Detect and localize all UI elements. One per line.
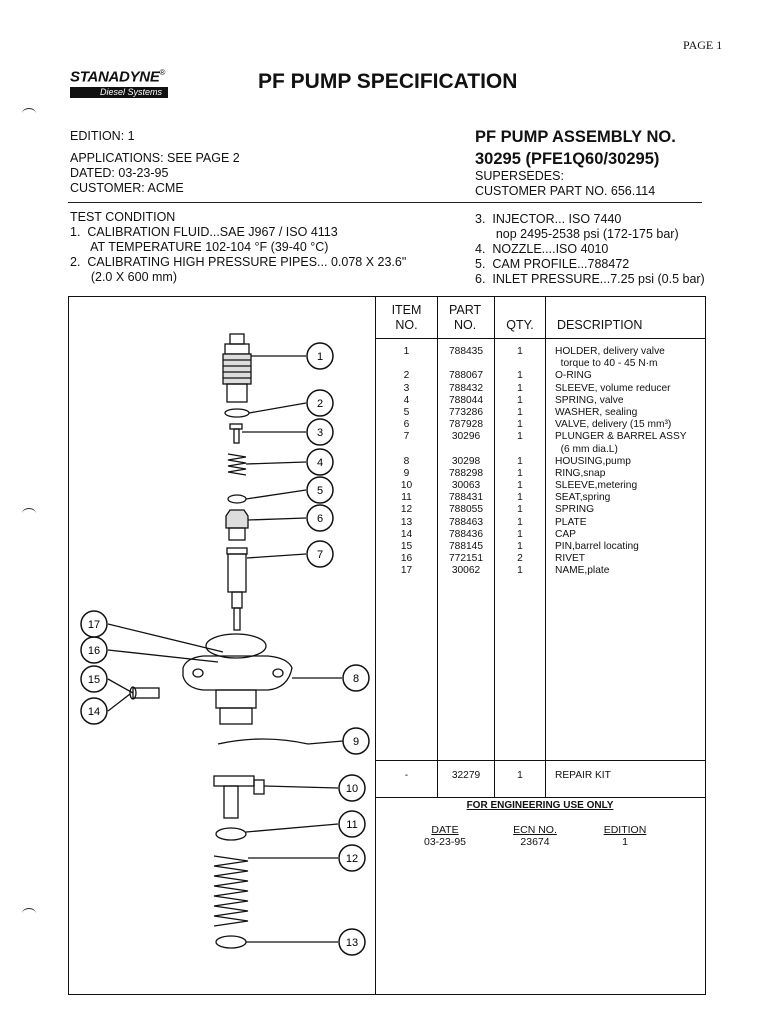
table-row [376,565,704,577]
table-cell-part: 788298 [449,467,483,479]
callout-number: 14 [87,706,101,718]
page-label: PAGE 1 [683,38,723,52]
table-cell-part: 787928 [449,419,483,431]
table-cell-part: 30296 [451,431,481,443]
assembly-number: 30295 (PFE1Q60/30295) [475,150,660,168]
table-cell-part: 788432 [449,382,483,394]
valve-spring [228,454,246,475]
table-cell-desc: HOUSING,pump [555,455,631,467]
o-ring [225,409,249,417]
metering-sleeve [214,776,264,818]
logo-brand: STANADYNE [70,68,160,86]
table-cell-desc: PLUNGER & BARREL ASSY [555,431,687,443]
punch-hole [22,508,36,519]
test-condition-heading: TEST CONDITION [70,210,176,224]
table-cell-qty: 1 [517,406,523,418]
table-cell-desc: SPRING [555,504,595,516]
customer: CUSTOMER: ACME [70,181,184,195]
table-cell-qty: 1 [517,492,523,504]
table-cell-item: 1 [403,346,410,357]
table-row [376,407,704,419]
col-header-text: NO. [395,318,418,332]
table-cell-part: 788067 [449,370,483,382]
table-cell-part: 788044 [449,394,483,406]
test-line: 3. INJECTOR... ISO 7440 [475,212,622,226]
col-header-text: PART [449,303,482,317]
spring [214,856,248,926]
repair-kit-part: 32279 [451,770,481,781]
table-cell-qty: 1 [517,541,523,552]
table-cell-desc: torque to 40 - 45 N·m [555,358,658,370]
table-cell-item: 16 [400,553,413,565]
table-cell-qty: 1 [517,419,523,431]
callout-number: 6 [316,513,324,525]
table-cell-part: 788055 [449,504,483,516]
exploded-pump-diagram [68,296,375,993]
table-cell-qty: 2 [517,553,523,565]
sealing-washer [228,495,246,503]
test-line: (2.0 X 600 mm) [70,270,177,284]
assembly-heading: PF PUMP ASSEMBLY NO. [475,128,676,146]
pump-housing [183,634,292,724]
callout-number: 17 [87,619,101,631]
eng-date [410,824,480,848]
table-cell-desc: VALVE, delivery (15 mm³) [555,419,672,431]
page-title: PF PUMP SPECIFICATION [258,70,518,93]
table-cell-qty: 1 [517,480,523,492]
table-cell-part: 772151 [449,553,483,565]
table-cell-part: 30063 [451,480,481,492]
table-cell-item: 8 [403,455,410,467]
eng-edition-label: EDITION [603,824,647,836]
table-line [375,760,705,761]
table-cell-part: 788435 [449,346,483,357]
test-line: 5. CAM PROFILE...788472 [475,257,630,271]
test-line: 4. NOZZLE....ISO 4010 [475,242,609,256]
divider [68,202,702,203]
table-cell-qty: 1 [517,346,523,357]
table-cell-desc: CAP [555,528,576,540]
repair-kit-desc: REPAIR KIT [555,770,611,781]
engineering-heading: FOR ENGINEERING USE ONLY [466,800,614,811]
test-line: 1. CALIBRATION FLUID...SAE J967 / ISO 4113 [70,225,338,239]
table-row [376,444,704,456]
table-cell-item: 3 [403,382,410,394]
callout-number: 4 [316,457,324,469]
delivery-valve-holder [223,334,251,402]
table-row [376,395,704,407]
eng-date-value: 03-23-95 [423,836,467,848]
barrel-locating-pin [130,687,159,699]
callout-number: 11 [346,819,358,831]
col-header-qty: QTY. [506,318,534,332]
table-cell-desc: RIVET [555,553,586,565]
col-header-part [449,303,481,333]
eng-date-label: DATE [431,824,459,836]
test-line: 6. INLET PRESSURE...7.25 psi (0.5 bar) [475,272,705,286]
table-cell-desc: RING,snap [555,467,606,479]
table-cell-desc: O-RING [555,370,592,382]
table-line [375,797,705,798]
table-cell-part: 30298 [451,455,481,467]
dated: DATED: 03-23-95 [70,166,169,180]
edition: EDITION: 1 [70,129,135,143]
table-row [376,383,704,395]
test-line: 2. CALIBRATING HIGH PRESSURE PIPES... 0.078 X 23.6" [70,255,407,269]
repair-kit-qty: 1 [517,770,523,781]
table-cell-item: 5 [403,406,410,418]
table-cell-qty: 1 [517,431,523,443]
table-row [376,529,704,541]
table-cell-item: 4 [403,394,410,406]
test-line: AT TEMPERATURE 102-104 °F (39-40 °C) [70,240,329,254]
table-cell-item: 12 [400,504,413,516]
table-cell-desc: SEAT,spring [555,492,611,504]
table-cell-desc: NAME,plate [555,565,610,577]
col-header-item [376,303,437,333]
callout-number: 13 [345,937,359,949]
table-cell-item: 2 [403,370,410,382]
table-row [376,517,704,529]
table-cell-part: 788431 [449,492,483,504]
table-cell-item: 15 [400,541,413,552]
eng-edition-value: 1 [622,836,628,848]
table-cell-item: 11 [401,492,412,504]
parts-table-body [376,346,704,578]
table-cell-desc: (6 mm dia.L) [555,443,618,455]
table-cell-qty: 1 [517,504,523,516]
repair-kit-item: - [404,770,409,781]
table-cell-qty: 1 [517,565,523,577]
table-row [376,468,704,480]
logo-sub: Diesel Systems [70,87,168,98]
table-row [376,492,704,504]
volume-reducer-sleeve [230,424,242,443]
callout-number: 3 [316,427,324,439]
table-cell-item: 10 [400,480,413,492]
customer-part: CUSTOMER PART NO. 656.114 [475,184,656,198]
applications: APPLICATIONS: SEE PAGE 2 [70,151,240,165]
test-line: nop 2495-2538 psi (172-175 bar) [475,227,679,241]
eng-ecn [500,824,570,848]
table-cell-item: 7 [403,431,410,443]
table-cell-desc: PLATE [555,516,587,528]
plunger-barrel-assembly [227,548,247,630]
callout-number: 9 [352,736,360,748]
plate [216,936,246,948]
table-row [376,370,704,382]
eng-ecn-label: ECN NO. [513,824,557,836]
eng-edition [590,824,660,848]
test-condition-left [70,210,406,285]
spring-seat [216,828,246,840]
table-cell-qty: 1 [517,455,523,467]
table-cell-item: 13 [400,516,413,528]
callout-number: 10 [345,783,359,795]
delivery-valve [226,510,248,540]
table-cell-desc: SLEEVE, volume reducer [555,382,671,394]
table-row [376,480,704,492]
table-row [376,541,704,553]
snap-ring [218,739,308,744]
table-cell-item: 9 [403,467,410,479]
table-row [376,553,704,565]
table-cell-desc: PIN,barrel locating [555,541,639,552]
col-header-text: ITEM [391,303,422,317]
punch-hole [22,108,36,119]
table-cell-qty: 1 [517,528,523,540]
test-condition-right [475,212,705,287]
assembly-block [475,127,676,199]
table-cell-part: 788436 [449,528,483,540]
table-cell-item: 6 [403,419,410,431]
callout-number: 12 [345,853,359,865]
table-cell-desc: SLEEVE,metering [555,480,638,492]
table-cell-qty: 1 [517,516,523,528]
callout-number: 2 [316,398,324,410]
callout-bubbles [81,343,369,955]
table-row [376,419,704,431]
table-cell-part: 773286 [449,406,483,418]
table-cell-qty: 1 [517,382,523,394]
table-cell-qty: 1 [517,467,523,479]
table-cell-item: 17 [400,565,413,577]
table-cell-desc: SPRING, valve [555,394,624,406]
table-row [376,346,704,358]
table-row [376,504,704,516]
callout-number: 7 [316,549,324,561]
table-cell-part: 788145 [449,541,483,552]
meta-block [70,129,240,196]
table-cell-desc: WASHER, sealing [555,406,638,418]
table-cell-desc: HOLDER, delivery valve [555,346,665,357]
callout-number: 15 [87,674,101,686]
callout-number: 8 [352,673,360,685]
logo-mark: ® [159,68,166,77]
stanadyne-logo [70,68,168,98]
table-cell-item: 14 [400,528,413,540]
table-header-line [375,338,705,339]
table-row [376,358,704,370]
col-header-description: DESCRIPTION [557,318,643,332]
table-row [376,456,704,468]
callout-number: 16 [87,645,101,657]
table-cell-part: 30062 [451,565,481,577]
eng-ecn-value: 23674 [520,836,550,848]
callout-number: 1 [316,351,324,363]
table-cell-qty: 1 [517,394,523,406]
supersedes: SUPERSEDES: [475,169,564,183]
punch-hole [22,908,36,919]
col-header-text: NO. [454,318,477,332]
table-row [376,431,704,443]
table-cell-qty: 1 [517,370,523,382]
table-cell-part: 788463 [449,516,483,528]
callout-number: 5 [316,485,324,497]
